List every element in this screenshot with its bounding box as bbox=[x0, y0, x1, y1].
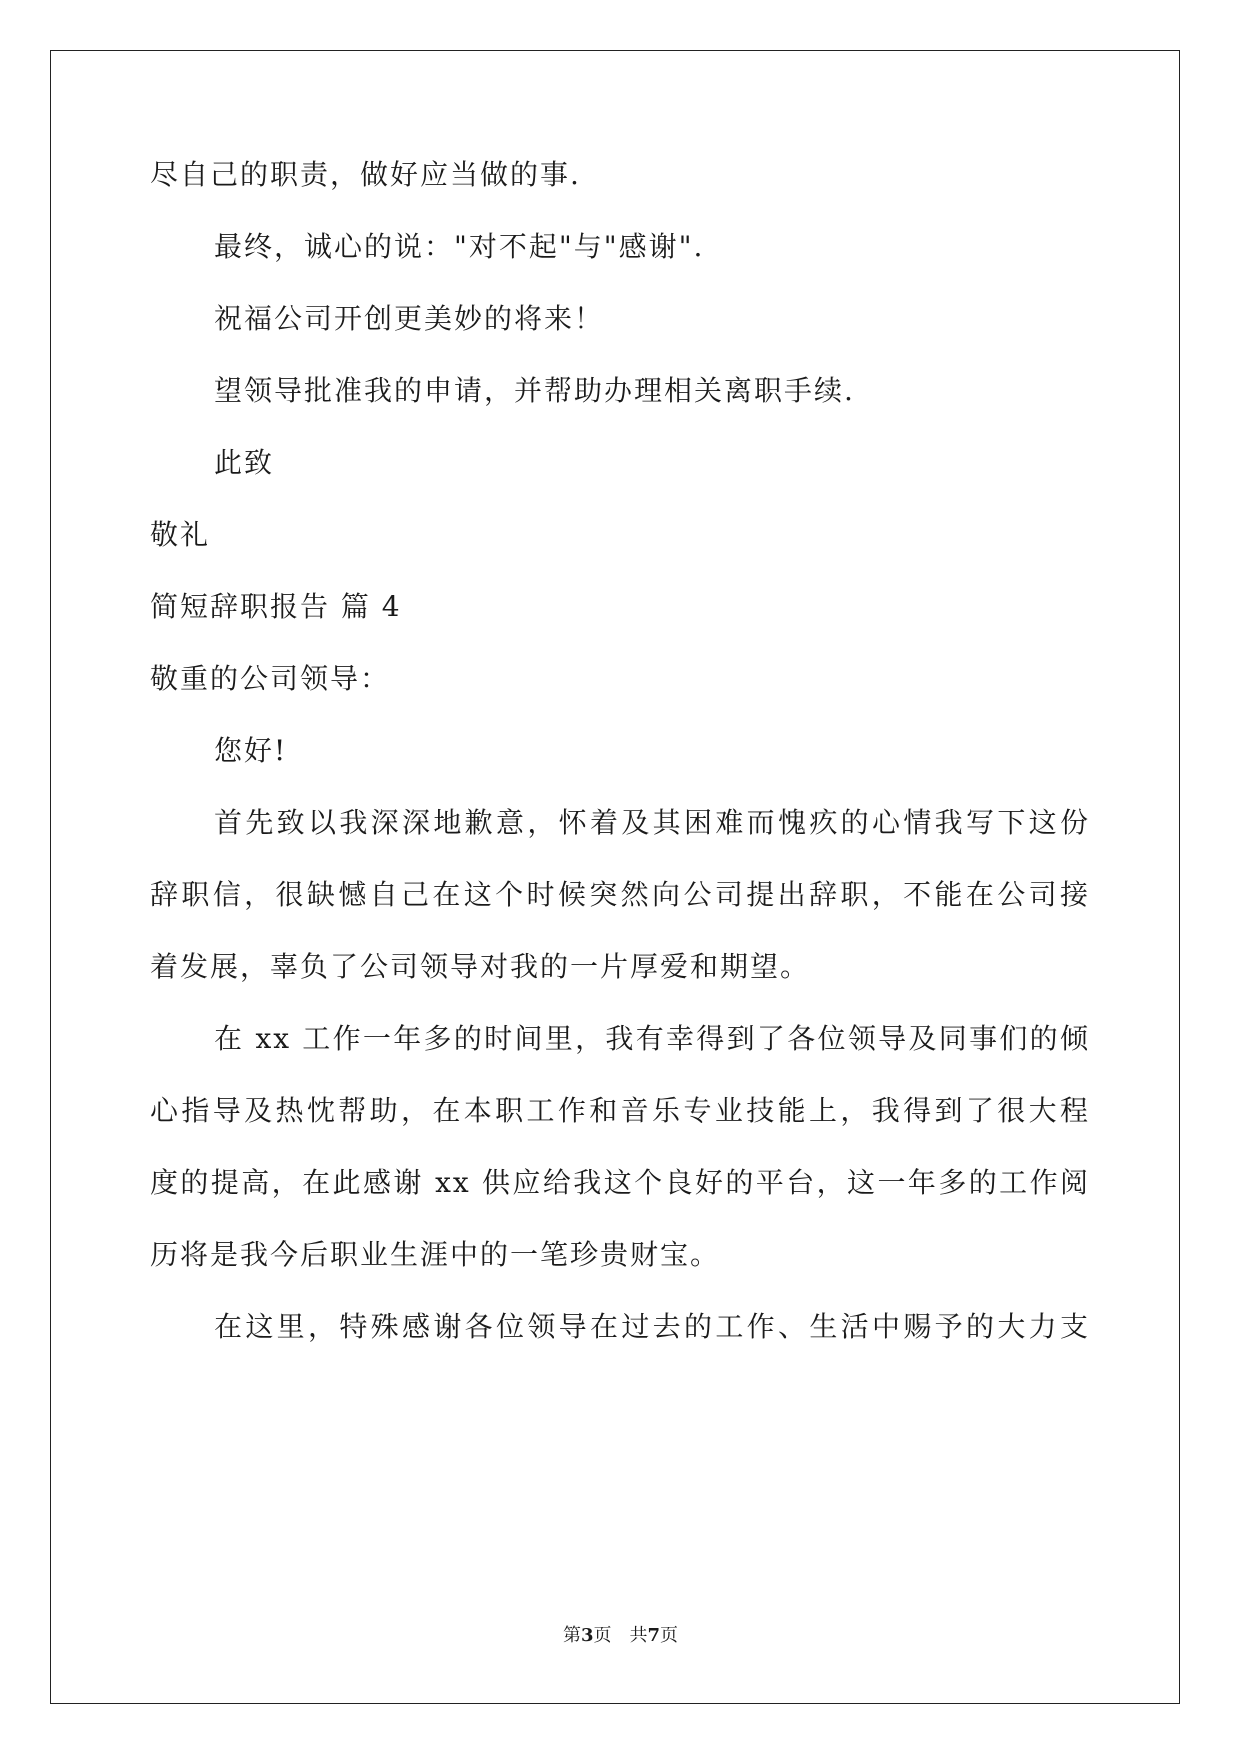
section-heading: 简短辞职报告 篇 4 bbox=[150, 590, 402, 623]
text-line: 着发展，辜负了公司领导对我的一片厚爱和期望。 bbox=[150, 950, 811, 983]
text-line: 辞职信，很缺憾自己在这个时候突然向公司提出辞职，不能在公司接 bbox=[150, 878, 1090, 911]
page-middle: 页 共 bbox=[593, 1625, 648, 1646]
page-suffix: 页 bbox=[660, 1625, 679, 1646]
page-current: 3 bbox=[580, 1625, 594, 1646]
text-line: 心指导及热忱帮助，在本职工作和音乐专业技能上，我得到了很大程 bbox=[150, 1094, 1090, 1127]
text-line: 望领导批准我的申请，并帮助办理相关离职手续. bbox=[214, 374, 855, 407]
closing-phrase: 此致 bbox=[214, 446, 275, 479]
text-line: 尽自己的职责，做好应当做的事. bbox=[150, 158, 581, 191]
salutation-closing: 敬礼 bbox=[150, 518, 211, 551]
text-line: 祝福公司开创更美妙的将来！ bbox=[214, 302, 605, 335]
letter-salutation: 敬重的公司领导： bbox=[150, 662, 391, 695]
page-prefix: 第 bbox=[562, 1625, 581, 1646]
text-line: 首先致以我深深地歉意，怀着及其困难而愧疚的心情我写下这份 bbox=[214, 806, 1090, 839]
page-total: 7 bbox=[647, 1625, 661, 1646]
text-line: 度的提高，在此感谢 xx 供应给我这个良好的平台，这一年多的工作阅 bbox=[150, 1166, 1090, 1199]
page-footer bbox=[0, 1624, 1241, 1648]
greeting: 您好! bbox=[214, 734, 288, 767]
text-line: 最终，诚心的说："对不起"与"感谢". bbox=[214, 230, 705, 263]
text-line: 历将是我今后职业生涯中的一笔珍贵财宝。 bbox=[150, 1238, 721, 1271]
text-line: 在 xx 工作一年多的时间里，我有幸得到了各位领导及同事们的倾 bbox=[214, 1022, 1090, 1055]
text-line: 在这里，特殊感谢各位领导在过去的工作、生活中赐予的大力支 bbox=[214, 1310, 1090, 1343]
